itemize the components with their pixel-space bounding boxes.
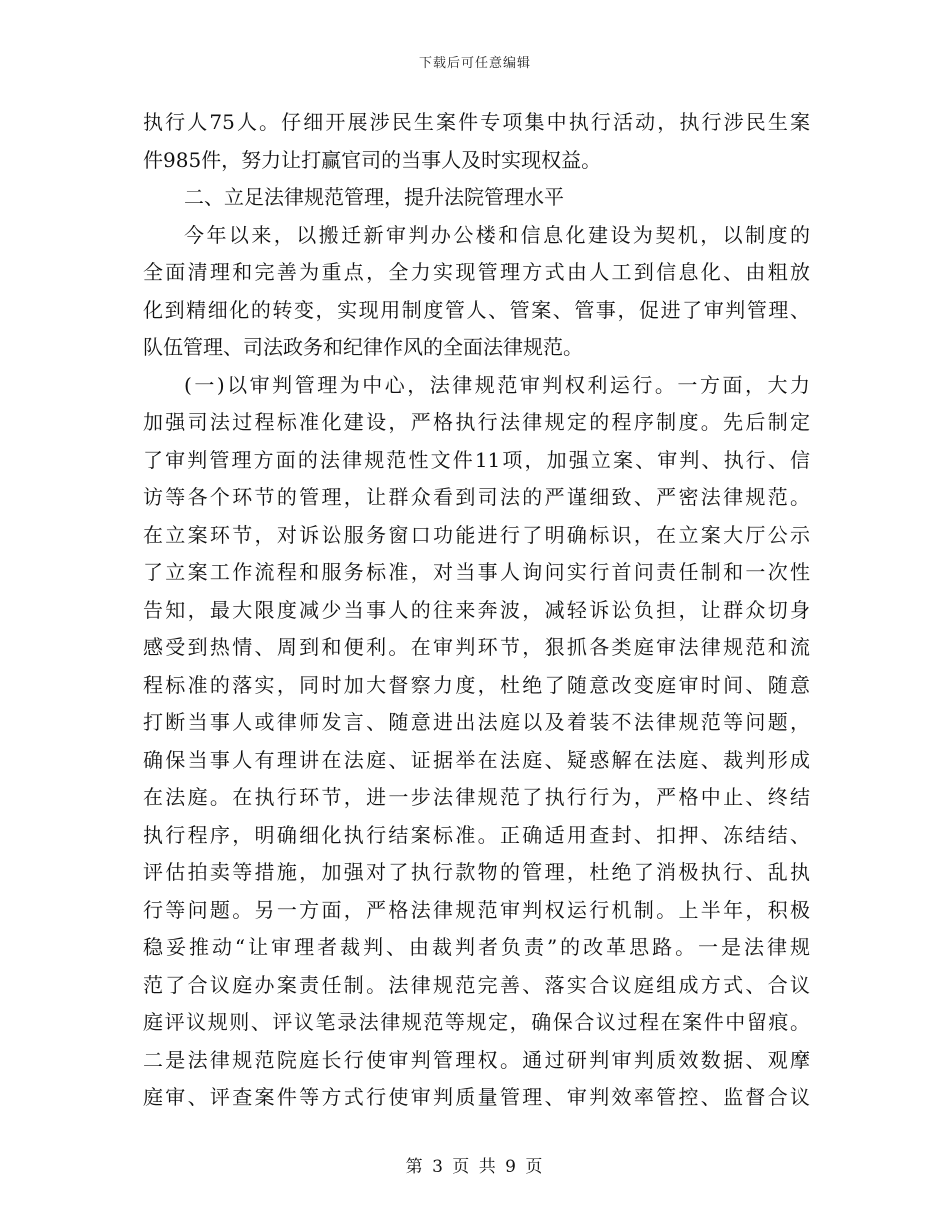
body-line: 稳妥推动“让审理者裁判、由裁判者负责”的改革思路。一是法律规: [143, 935, 810, 959]
body-line: 件985件，努力让打赢官司的当事人及时实现权益。: [143, 147, 602, 172]
body-line: 今年以来，以搬迁新审判办公楼和信息化建设为契机，以制度的: [184, 222, 810, 247]
body-line: 在立案环节，对诉讼服务窗口功能进行了明确标识，在立案大厅公示: [143, 522, 810, 547]
body-line: 庭审、评查案件等方式行使审判质量管理、审判效率管控、监督合议: [143, 1085, 810, 1109]
body-line: 庭评议规则、评议笔录法律规范等规定，确保合议过程在案件中留痕。: [143, 1010, 810, 1034]
body-line: 确保当事人有理讲在法庭、证据举在法庭、疑惑解在法庭、裁判形成: [143, 747, 810, 772]
section-heading: 二、立足法律规范管理，提升法院管理水平: [184, 185, 564, 209]
body-line: 范了合议庭办案责任制。法律规范完善、落实合议庭组成方式、合议: [143, 972, 810, 997]
body-line: 了审判管理方面的法律规范性文件11项，加强立案、审判、执行、信: [143, 447, 810, 472]
body-line: 在法庭。在执行环节，进一步法律规范了执行行为，严格中止、终结: [143, 785, 810, 809]
body-line: 访等各个环节的管理，让群众看到司法的严谨细致、严密法律规范。: [143, 485, 810, 509]
body-line: 评估拍卖等措施，加强对了执行款物的管理，杜绝了消极执行、乱执: [143, 860, 810, 884]
page-header: 下载后可任意编辑: [418, 56, 531, 71]
body-line: 二是法律规范院庭长行使审判管理权。通过研判审判质效数据、观摩: [143, 1047, 810, 1072]
document-body: [143, 104, 810, 1117]
body-line: 队伍管理、司法政务和纪律作风的全面法律规范。: [143, 335, 583, 359]
body-line: 感受到热情、周到和便利。在审判环节，狠抓各类庭审法律规范和流: [143, 635, 810, 659]
body-line: 执行人75人。仔细开展涉民生案件专项集中执行活动，执行涉民生案: [143, 110, 810, 134]
body-line: 执行程序，明确细化执行结案标准。正确适用查封、扣押、冻结结、: [143, 822, 810, 847]
body-line: 打断当事人或律师发言、随意进出法庭以及着装不法律规范等问题，: [143, 710, 810, 734]
body-line: 程标准的落实，同时加大督察力度，杜绝了随意改变庭审时间、随意: [143, 672, 810, 697]
page-number-footer: 第 3 页 共 9 页: [405, 1157, 545, 1177]
body-line: 告知，最大限度减少当事人的往来奔波，减轻诉讼负担，让群众切身: [143, 597, 810, 622]
body-line: 行等问题。另一方面，严格法律规范审判权运行机制。上半年，积极: [143, 897, 810, 922]
body-line: 加强司法过程标准化建设，严格执行法律规定的程序制度。先后制定: [143, 410, 810, 434]
body-line: 全面清理和完善为重点，全力实现管理方式由人工到信息化、由粗放: [143, 260, 810, 284]
body-line: 化到精细化的转变，实现用制度管人、管案、管事，促进了审判管理、: [143, 297, 810, 322]
body-line: (一)以审判管理为中心，法律规范审判权利运行。一方面，大力: [184, 372, 810, 397]
body-line: 了立案工作流程和服务标准，对当事人询问实行首问责任制和一次性: [143, 560, 810, 584]
